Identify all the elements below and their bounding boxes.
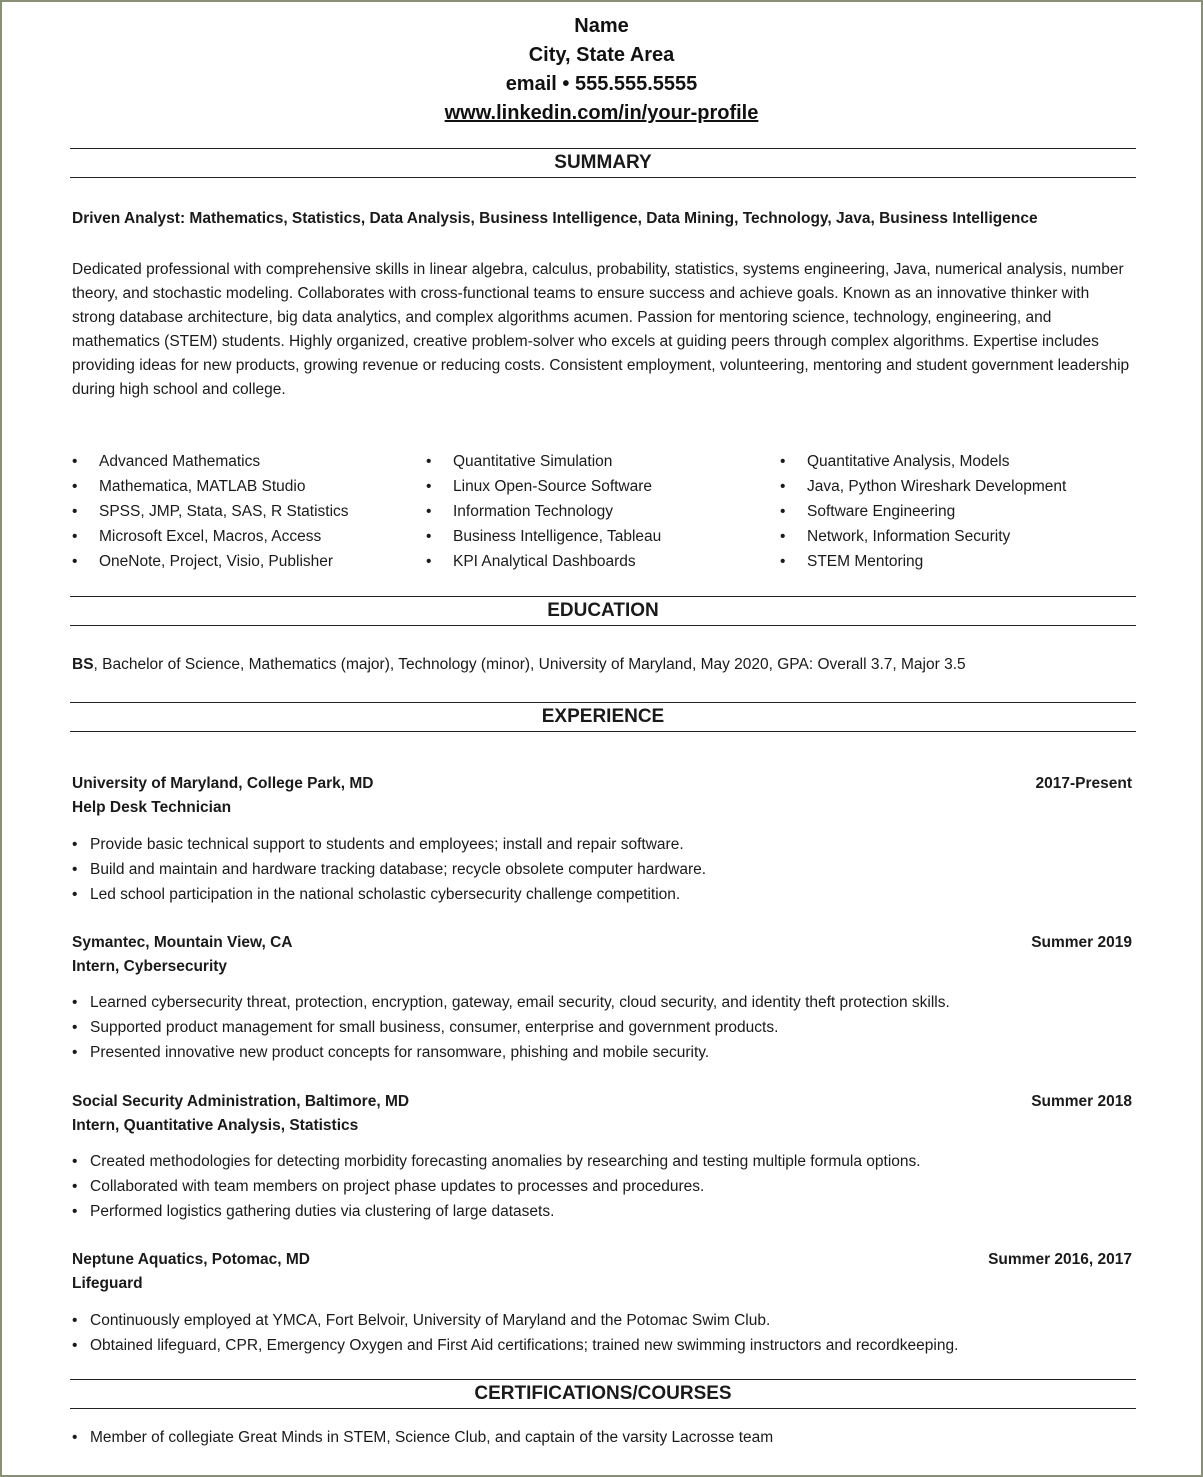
skills-grid (72, 449, 1134, 574)
candidate-contact: email • 555.555.5555 (505, 73, 698, 95)
certifications-heading: CERTIFICATIONS/COURSES (70, 1379, 1136, 1409)
list-item: • Continuously employed at YMCA, Fort Belvoir, University of Maryland and the Potomac Swim Club. (72, 1308, 1134, 1333)
job-header (72, 775, 1132, 793)
certifications-list (72, 1425, 1134, 1450)
skill-item: • STEM Mentoring (780, 549, 1134, 574)
job-organization: Symantec, Mountain View, CA (72, 934, 293, 951)
job-organization: University of Maryland, College Park, MD (72, 775, 374, 792)
skill-item: • OneNote, Project, Visio, Publisher (72, 549, 426, 574)
skill-item: • Linux Open-Source Software (426, 474, 780, 499)
candidate-name: Name (574, 15, 629, 37)
skill-item: • Network, Information Security (780, 524, 1134, 549)
job-bullets (72, 990, 1134, 1065)
job-bullets (72, 832, 1134, 907)
job-bullets (72, 1149, 1134, 1224)
list-item: • Member of collegiate Great Minds in STEM, Science Club, and captain of the varsity Lacrosse team (72, 1425, 1134, 1450)
education-heading: EDUCATION (70, 596, 1136, 626)
skill-item: • Software Engineering (780, 499, 1134, 524)
list-item: • Supported product management for small business, consumer, enterprise and government products. (72, 1015, 1134, 1040)
job-header (72, 1093, 1132, 1111)
list-item: • Created methodologies for detecting morbidity forecasting anomalies by researching and testing multiple formula options. (72, 1149, 1134, 1174)
skill-item: • Java, Python Wireshark Development (780, 474, 1134, 499)
list-item: • Collaborated with team members on project phase updates to processes and procedures. (72, 1174, 1134, 1199)
skills-column-3 (780, 449, 1134, 574)
skill-item: • Microsoft Excel, Macros, Access (72, 524, 426, 549)
list-item: • Presented innovative new product concepts for ransomware, phishing and mobile security. (72, 1040, 1134, 1065)
skill-item: • Mathematica, MATLAB Studio (72, 474, 426, 499)
job-dates: 2017-Present (1035, 775, 1132, 792)
job-dates: Summer 2018 (1031, 1093, 1132, 1110)
skill-item: • Quantitative Simulation (426, 449, 780, 474)
skills-column-2 (426, 449, 780, 574)
list-item: • Led school participation in the national scholastic cybersecurity challenge competition. (72, 882, 1134, 907)
job-title: Help Desk Technician (72, 799, 232, 816)
skill-item: • Advanced Mathematics (72, 449, 426, 474)
skill-item: • Business Intelligence, Tableau (426, 524, 780, 549)
list-item: • Build and maintain and hardware tracking database; recycle obsolete computer hardware. (72, 857, 1134, 882)
job-organization: Neptune Aquatics, Potomac, MD (72, 1251, 310, 1268)
summary-tagline: Driven Analyst: Mathematics, Statistics, Data Analysis, Business Intelligence, Data Mining, Technology, Java, Business Intelligence (72, 210, 1038, 227)
education-entry (72, 656, 966, 674)
skill-item: • KPI Analytical Dashboards (426, 549, 780, 574)
experience-heading: EXPERIENCE (70, 702, 1136, 732)
list-item: • Obtained lifeguard, CPR, Emergency Oxygen and First Aid certifications; trained new swimming instructors and recordkeeping. (72, 1333, 1134, 1358)
job-header (72, 934, 1132, 952)
skill-item: • Quantitative Analysis, Models (780, 449, 1134, 474)
resume-header (2, 2, 1201, 128)
job-title: Intern, Cybersecurity (72, 958, 228, 975)
degree-detail: , Bachelor of Science, Mathematics (major), Technology (minor), University of Maryland, May 2020, GPA: Overall 3.7, Major 3.5 (93, 656, 966, 673)
job-dates: Summer 2019 (1031, 934, 1132, 951)
summary-heading: SUMMARY (70, 148, 1136, 178)
skill-item: • SPSS, JMP, Stata, SAS, R Statistics (72, 499, 426, 524)
job-title: Lifeguard (72, 1275, 143, 1292)
job-header (72, 1251, 1132, 1269)
skill-item: • Information Technology (426, 499, 780, 524)
list-item: • Performed logistics gathering duties via clustering of large datasets. (72, 1199, 1134, 1224)
list-item: • Learned cybersecurity threat, protection, encryption, gateway, email security, cloud security, and identity theft protection skills. (72, 990, 1134, 1015)
degree-abbreviation: BS (72, 656, 94, 673)
job-dates: Summer 2016, 2017 (988, 1251, 1132, 1268)
job-title: Intern, Quantitative Analysis, Statistics (72, 1117, 359, 1134)
linkedin-link[interactable]: www.linkedin.com/in/your-profile (444, 102, 759, 124)
job-bullets (72, 1308, 1134, 1358)
summary-paragraph: Dedicated professional with comprehensive skills in linear algebra, calculus, probability, statistics, systems engineering, Java, numerical analysis, number theory, and stochastic modeling. Collaborates with cross-functional teams to ensure success and achieve goals. Known as an innovative thinker with strong database architecture, big data analytics, and complex algorithms acumen. Passion for mentoring science, technology, engineering, and mathematics (STEM) students. Highly organized, creative problem-solver who excels at guiding peers through complex algorithms. Expertise includes providing ideas for new products, growing revenue or reducing costs. Consistent employment, volunteering, mentoring and student government leadership during high school and college. (72, 261, 1130, 398)
list-item: • Provide basic technical support to students and employees; install and repair software. (72, 832, 1134, 857)
candidate-location: City, State Area (528, 44, 675, 66)
job-organization: Social Security Administration, Baltimore, MD (72, 1093, 410, 1110)
skills-column-1 (72, 449, 426, 574)
